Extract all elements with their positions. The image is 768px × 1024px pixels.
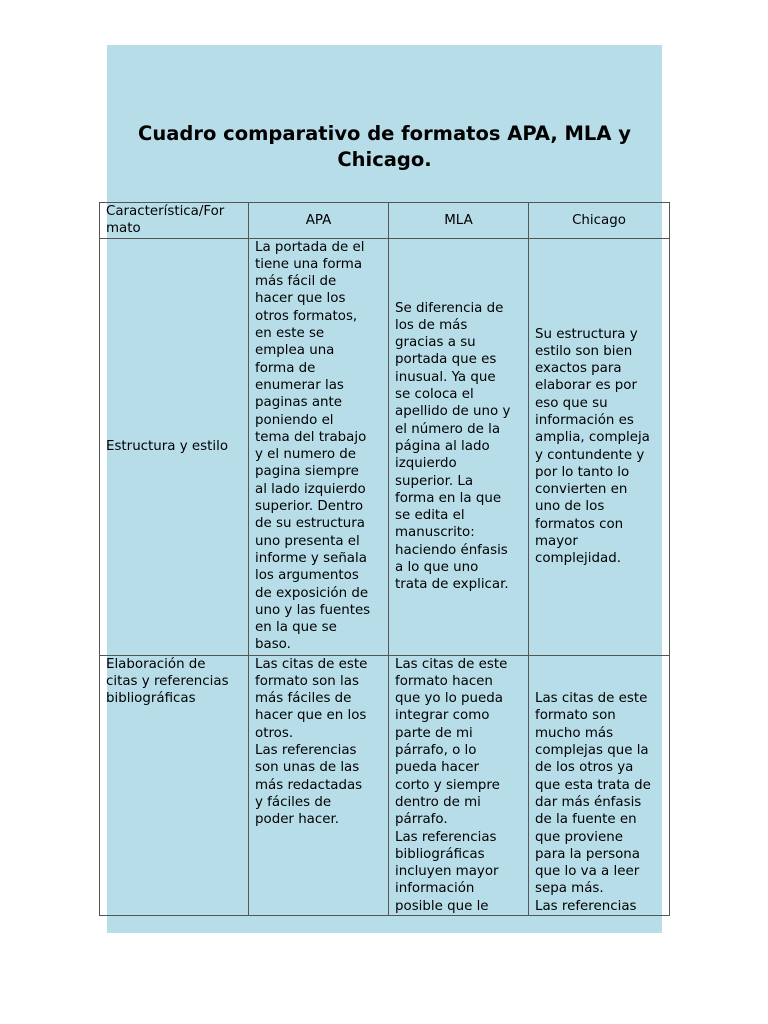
cell-mla: Las citas de este formato hacen que yo lo pueda integrar como parte de mi párrafo, o lo pueda hacer corto y siempre dentro de mi párrafo. Las referencias bibliográficas incluyen mayor información posible que le (389, 655, 529, 915)
cell-apa: Las citas de este formato son las más fáciles de hacer que en los otros. Las referencias son unas de las más redactadas y fáciles de poder hacer. (249, 655, 389, 915)
cell-chicago: Su estructura y estilo son bien exactos para elaborar es por eso que su información es amplia, compleja y contundente y por lo tanto lo convierten en uno de los formatos con mayor complejidad. (529, 238, 670, 655)
document-title (107, 121, 662, 173)
title-line-1: Cuadro comparativo de formatos APA, MLA y (138, 122, 631, 145)
header-apa: APA (249, 203, 389, 239)
cell-chicago: Las citas de este formato son mucho más complejas que la de los otros ya que esta trata de dar más énfasis de la fuente en que proviene para la persona que lo va a leer sepa más. Las referencias (529, 655, 670, 915)
cell-apa: La portada de el tiene una forma más fácil de hacer que los otros formatos, en este se emplea una forma de enumerar las paginas ante poniendo el tema del trabajo y el numero de pagina siempre al lado izquierdo superior. Dentro de su estructura uno presenta el informe y señala los argumentos de exposición de uno y las fuentes en la que se baso. (249, 238, 389, 655)
row-label: Elaboración de citas y referencias bibliográficas (100, 655, 249, 915)
row-label: Estructura y estilo (100, 238, 249, 655)
title-line-2: Chicago. (337, 148, 432, 171)
header-chicago: Chicago (529, 203, 670, 239)
comparison-table (99, 202, 670, 916)
header-mla: MLA (389, 203, 529, 239)
table-row (100, 655, 670, 915)
header-feature: Característica/For mato (100, 203, 249, 239)
cell-mla: Se diferencia de los de más gracias a su portada que es inusual. Ya que se coloca el apellido de uno y el número de la página al lado izquierdo superior. La forma en la que se edita el manuscrito: haciendo énfasis a lo que uno trata de explicar. (389, 238, 529, 655)
table-row (100, 238, 670, 655)
table-header-row (100, 203, 670, 239)
